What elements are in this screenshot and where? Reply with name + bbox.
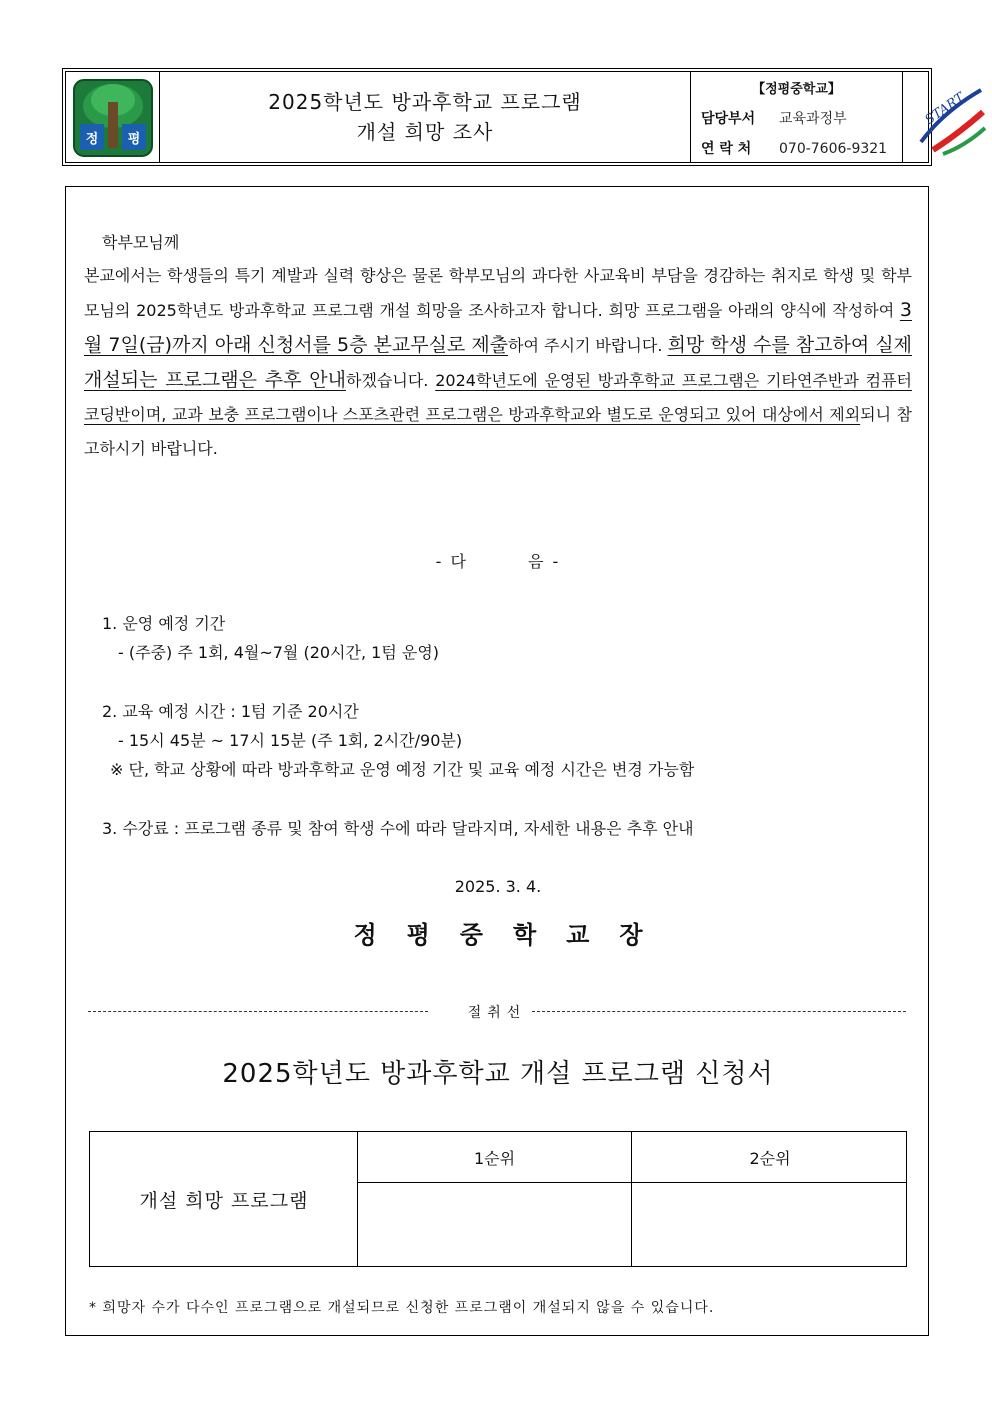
logo-text-right: 평 — [127, 132, 141, 147]
item-2-title: 2. 교육 예정 시간 : 1텀 기준 20시간 — [102, 702, 359, 721]
cut-line-label: 절취선 — [467, 1005, 527, 1021]
logo-text-left: 정 — [85, 132, 99, 147]
start-logo-text: START — [922, 90, 968, 129]
intro-paragraph — [84, 259, 912, 466]
school-name-tag: 【정평중학교】 — [752, 82, 841, 97]
item-2-notice: ※ 단, 학교 상황에 따라 방과후학교 운영 예정 기간 및 교육 예정 시간은 변경 가능함 — [110, 760, 695, 779]
contact-row — [701, 138, 887, 158]
notice-highlight: 희망 학생 수를 참고하여 실제 개설되는 프로그램은 추후 안내 — [84, 334, 912, 391]
exclusion-note: 2024학년도에 운영된 방과후학교 프로그램은 기타연주반과 컴퓨터 코딩반이며, 교과 보충 프로그램이나 스포츠관련 프로그램은 방과후학교와 별도로 운영되고 있어 대상에서 제외 — [84, 371, 912, 424]
contact-label: 연 락 처 — [701, 141, 752, 157]
form-title: 2025학년도 방과후학교 개설 프로그램 신청서 — [222, 1059, 774, 1089]
header-title-cell — [160, 72, 691, 162]
item-2-detail: - 15시 45분 ~ 17시 15분 (주 1회, 2시간/90분) — [118, 731, 463, 750]
principal-signature: 정평중학교장 — [353, 921, 673, 949]
start-logo-icon — [903, 72, 992, 162]
heading-left: - 다 — [435, 552, 468, 571]
school-logo-cell — [66, 72, 160, 162]
header-title-line2: 개설 희망 조사 — [356, 120, 494, 144]
header-title-line1: 2025학년도 방과후학교 프로그램 — [268, 90, 582, 114]
item-3-title: 3. 수강료 : 프로그램 종류 및 참여 학생 수에 따라 달라지며, 자세한 내용은 추후 안내 — [102, 819, 694, 838]
header-box — [65, 71, 968, 163]
intro-text-1: 본교에서는 학생들의 특기 계발과 실력 향상은 물론 학부모님의 과다한 사교육비 부담을 경감하는 취지로 학생 및 학부모님의 2025학년도 방과후학교 프로그램 개설 희망을 조사하고자 합니다. 희망 프로그램을 아래의 양식에 작성하여 — [84, 266, 912, 320]
dept-row — [701, 108, 847, 128]
item-1-title: 1. 운영 예정 기간 — [102, 614, 226, 633]
deadline-highlight: 3월 7일(금)까지 아래 신청서를 5층 본교무실로 제출 — [84, 299, 912, 356]
dept-value: 교육과정부 — [779, 111, 847, 127]
header-info-cell — [691, 72, 903, 162]
item-1-detail: - (주중) 주 1회, 4월~7월 (20시간, 1텀 운영) — [118, 643, 440, 662]
col-header-2nd: 2순위 — [749, 1148, 791, 1168]
intro-text-3: 하겠습니다. — [346, 371, 436, 390]
intro-text-4: 되니 참고하시기 바랍니다. — [84, 405, 912, 458]
col-header-1st: 1순위 — [473, 1148, 516, 1168]
heading-right: 음 - — [528, 552, 561, 571]
start-logo-cell — [903, 72, 992, 162]
choice-1-field[interactable] — [358, 1183, 631, 1266]
cut-line — [88, 1002, 906, 1020]
application-table — [89, 1131, 907, 1267]
choice-2-field[interactable] — [632, 1183, 908, 1266]
dept-label: 담당부서 — [701, 111, 756, 127]
intro-text-2: 하여 주시기 바랍니다. — [508, 336, 668, 355]
row-label: 개설 희망 프로그램 — [139, 1189, 309, 1212]
footnote: * 희망자 수가 다수인 프로그램으로 개설되므로 신청한 프로그램이 개설되지 않을 수 있습니다. — [89, 1300, 715, 1316]
section-heading — [66, 549, 930, 572]
cut-dash-right — [532, 1011, 906, 1012]
school-emblem-icon — [66, 72, 160, 162]
greeting: 학부모님께 — [102, 233, 180, 252]
notice-box — [65, 186, 929, 1336]
contact-value: 070-7606-9321 — [779, 141, 888, 157]
issue-date: 2025. 3. 4. — [454, 877, 542, 896]
